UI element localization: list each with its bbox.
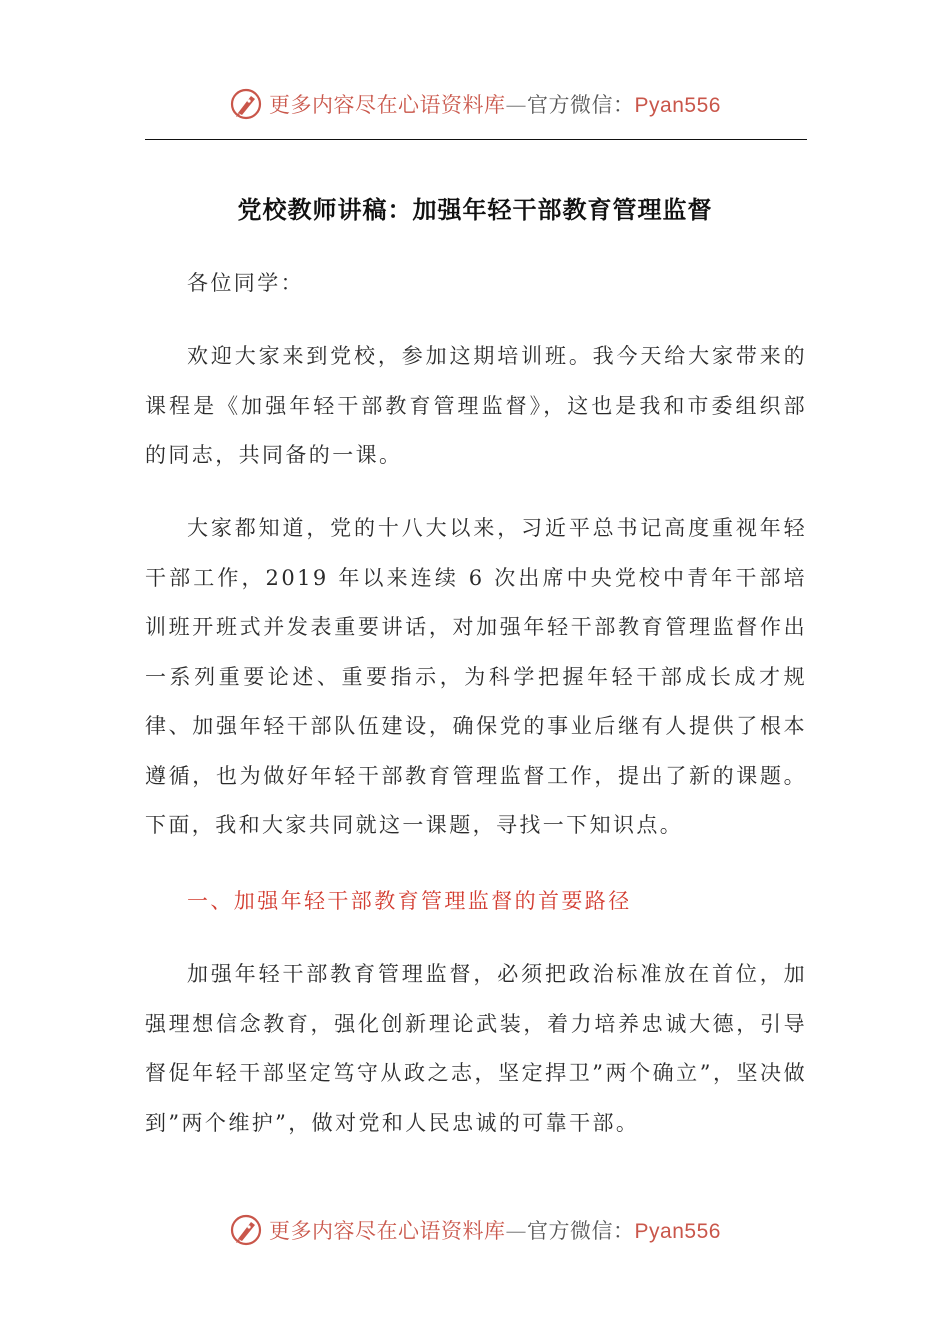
section-paragraph: 加强年轻干部教育管理监督，必须把政治标准放在首位，加强理想信念教育，强化创新理论武装，着力培养忠诚大德，引导督促年轻干部坚定笃守从政之志，坚定捍卫”两个确立”，坚决做到”两个维护”，做对党和人民忠诚的可靠干部。 [145,962,807,1135]
footer-wechat-id: Pyan556 [634,1220,721,1243]
footer-banner [0,1210,950,1250]
pen-nib-logo-icon [229,87,263,121]
footer-banner-dash: — [505,1219,528,1243]
paragraph-2: 大家都知道，党的十八大以来，习近平总书记高度重视年轻干部工作，2019 年以来连续 6 次出席中央党校中青年干部培训班开班式并发表重要讲话，对加强年轻干部教育管理监督作出一系列重要论述、重要指示，为科学把握年轻干部成长成才规律、加强年轻干部队伍建设，确保党的事业后继有人提供了根本遵循，也为做好年轻干部教育管理监督工作，提出了新的课题。下面，我和大家共同就这一课题，寻找一下知识点。 [145,516,807,837]
header-divider [145,139,807,140]
document-title: 党校教师讲稿：加强年轻干部教育管理监督 [237,195,713,224]
greeting: 各位同学： [187,271,304,295]
header-banner-dash: — [505,93,528,117]
footer-banner-main: 更多内容尽在心语资料库 [269,1219,506,1243]
header-wechat-label: 官方微信： [527,93,635,117]
section-heading: 一、加强年轻干部教育管理监督的首要路径 [187,889,632,913]
footer-wechat-label: 官方微信： [527,1219,635,1243]
footer-banner-text [269,1215,721,1245]
pen-nib-logo-icon [229,1213,263,1247]
header-banner [0,84,950,124]
paragraph-1: 欢迎大家来到党校，参加这期培训班。我今天给大家带来的课程是《加强年轻干部教育管理监督》，这也是我和市委组织部的同志，共同备的一课。 [145,344,807,467]
header-banner-main: 更多内容尽在心语资料库 [269,93,506,117]
header-wechat-id: Pyan556 [634,94,721,117]
header-banner-text [269,89,721,119]
